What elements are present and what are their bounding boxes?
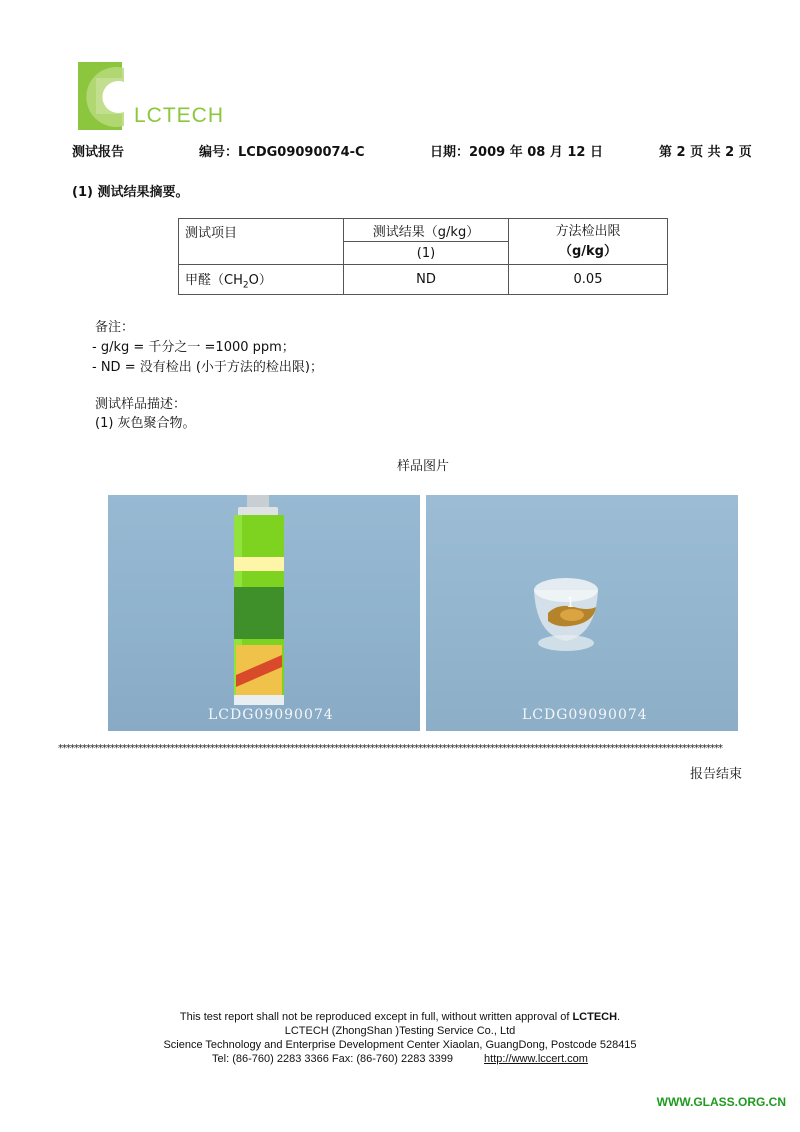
footer-company: LCTECH (ZhongShan )Testing Service Co., Ltd [284,1025,516,1037]
footer-disclaimer [0,1010,800,1025]
item-subscript: 2 [242,280,249,291]
header-limit-line2: （g/kg） [558,243,617,259]
report-date: 日期：2009 年 08 月 12 日 [430,145,603,160]
footer-brand: LCTECH [572,1011,618,1023]
dish-marker: 1 [566,595,575,611]
results-table [178,218,668,295]
sealant-tube-icon [108,495,420,731]
report-label: 测试报告 [72,145,125,160]
cell-result: ND [344,265,509,295]
report-end: 报告结束 [690,767,743,782]
company-logo [78,62,238,132]
footer-contact [0,1052,800,1067]
header-sample-number: (1) [344,242,509,265]
sample-photo-dish [426,495,738,731]
photos-title: 样品图片 [396,459,449,474]
footer-disclaimer-text: This test report shall not be reproduced except in full, without written approval of [179,1011,573,1023]
notes-line-unit: - g/kg = 千分之一 =1000 ppm； [92,340,295,355]
notes-title: 备注： [95,320,135,335]
glass-dish-icon [426,495,738,731]
notes-line-nd: - ND = 没有检出 (小于方法的检出限)； [92,360,323,375]
header-test-item: 测试项目 [179,219,344,265]
photo-label-right: LCDG09090074 [522,707,648,723]
header-limit-line1: 方法检出限 [555,223,621,239]
footer-period: . [617,1011,621,1023]
header-detection-limit [509,219,668,265]
footer-address: Science Technology and Enterprise Development Center Xiaolan, GuangDong, Postcode 528415 [163,1039,637,1051]
cell-limit: 0.05 [509,265,668,295]
sample-desc-title: 测试样品描述： [95,397,187,412]
item-name: 甲醛（CH [185,272,243,288]
footer-website-link[interactable]: http://www.lccert.com [484,1053,588,1065]
photo-label-left: LCDG09090074 [208,707,334,723]
item-name-tail: O） [248,272,272,288]
footer-tel-fax: Tel: (86-760) 2283 3366 Fax: (86-760) 2283 3399 [212,1053,453,1065]
sample-desc-line: (1) 灰色聚合物。 [95,416,196,431]
table-header-row [179,219,668,242]
page-number: 第 2 页 共 2 页 [659,145,752,160]
site-watermark: WWW.GLASS.ORG.CN [656,1095,786,1109]
section-title: (1) 测试结果摘要。 [72,185,189,200]
separator-stars: ********************************************************************************************************************************************************************** [58,743,722,754]
logo-text: LCTECH [134,104,225,127]
report-number: 编号：LCDG09090074-C [199,145,365,160]
table-row [179,265,668,295]
cell-test-item [179,265,344,295]
header-test-result: 测试结果（g/kg） [344,219,509,242]
sample-photo-tube [108,495,420,731]
